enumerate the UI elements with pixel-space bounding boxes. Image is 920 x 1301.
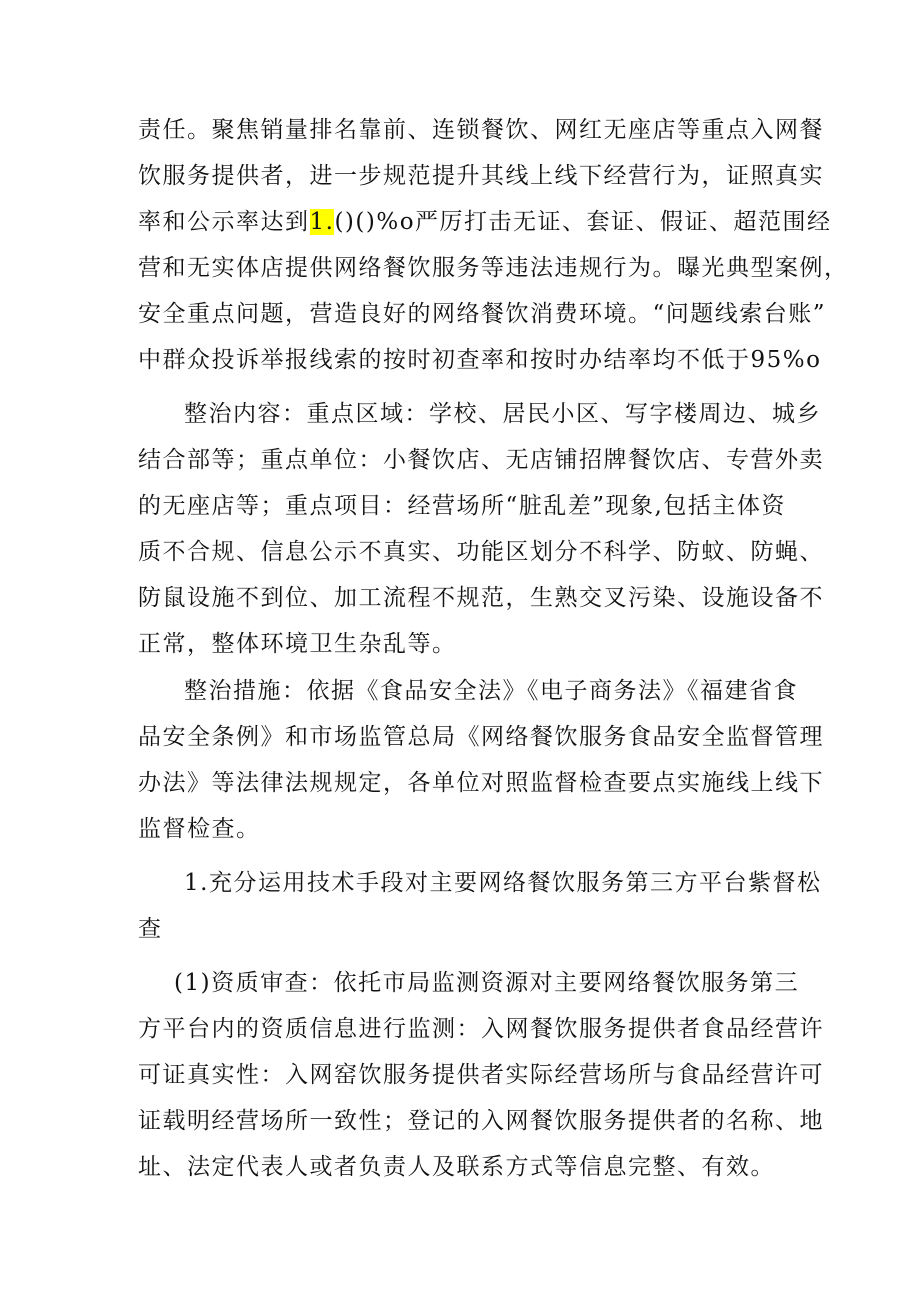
text-line: 中群众投诉举报线索的按时初查率和按时办结率均不低于95%o: [138, 347, 822, 373]
section-heading: [138, 860, 822, 952]
paragraph-content: [138, 391, 824, 667]
text-line: 证载明经营场所一致性；登记的入网餐饮服务提供者的名称、地: [138, 1108, 824, 1134]
text-line: 1.充分运用技术手段对主要网络餐饮服务第三方平台紫督松: [184, 870, 822, 896]
text-line: 监督检查。: [138, 816, 261, 842]
text-line: 营和无实体店提供网络餐饮服务等违法违规行为。曝光典型案例，: [138, 255, 849, 281]
paragraph-measures: [138, 668, 824, 852]
text-line: (1)资质审查：依托市局监测资源对主要网络餐饮服务第三: [174, 970, 800, 996]
text-line: 整治措施：依据《食品安全法》《电子商务法》《福建省食: [184, 678, 798, 704]
text-line: 结合部等；重点单位：小餐饮店、无店铺招牌餐饮店、专营外卖: [138, 447, 824, 473]
text-line: 可证真实性：入网窑饮服务提供者实际经营场所与食品经营许可: [138, 1062, 824, 1088]
text-line: 安全重点问题，营造良好的网络餐饮消费环境。“问题线索台账”: [138, 301, 827, 327]
text-line: 质不合规、信息公示不真实、功能区划分不科学、防蚊、防蝇、: [138, 539, 824, 565]
text-line: 查: [138, 916, 163, 942]
paragraph-qualification-review: [138, 960, 824, 1190]
text-line: 饮服务提供者，进一步规范提升其线上线下经营行为，证照真实: [138, 163, 824, 189]
text-segment: ()()%o严厉打击无证、套证、假证、超范围经: [334, 209, 832, 235]
text-line: 整治内容：重点区域：学校、居民小区、写字楼周边、城乡: [184, 401, 821, 427]
text-segment: 率和公示率达到: [138, 209, 310, 235]
text-line: 责任。聚焦销量排名靠前、连锁餐饮、网红无座店等重点入网餐: [138, 117, 824, 143]
text-line: 的无座店等；重点项目：经营场所“脏乱差”现象,包括主体资: [138, 493, 786, 519]
text-line: 方平台内的资质信息进行监测：入网餐饮服务提供者食品经营许: [138, 1016, 824, 1042]
text-line: 正常，整体环境卫生杂乱等。: [138, 631, 457, 657]
text-line: 防鼠设施不到位、加工流程不规范，生熟交叉污染、设施设备不: [138, 585, 824, 611]
text-line: 办法》等法律法规规定，各单位对照监督检查要点实施线上线下: [138, 770, 824, 796]
paragraph-goals: [138, 107, 849, 383]
text-line-with-highlight: [138, 199, 832, 245]
text-line: 品安全条例》和市场监管总局《网络餐饮服务食品安全监督管理: [138, 724, 824, 750]
text-line: 址、法定代表人或者负责人及联系方式等信息完整、有效。: [138, 1154, 775, 1180]
highlighted-text: 1.: [309, 209, 335, 235]
